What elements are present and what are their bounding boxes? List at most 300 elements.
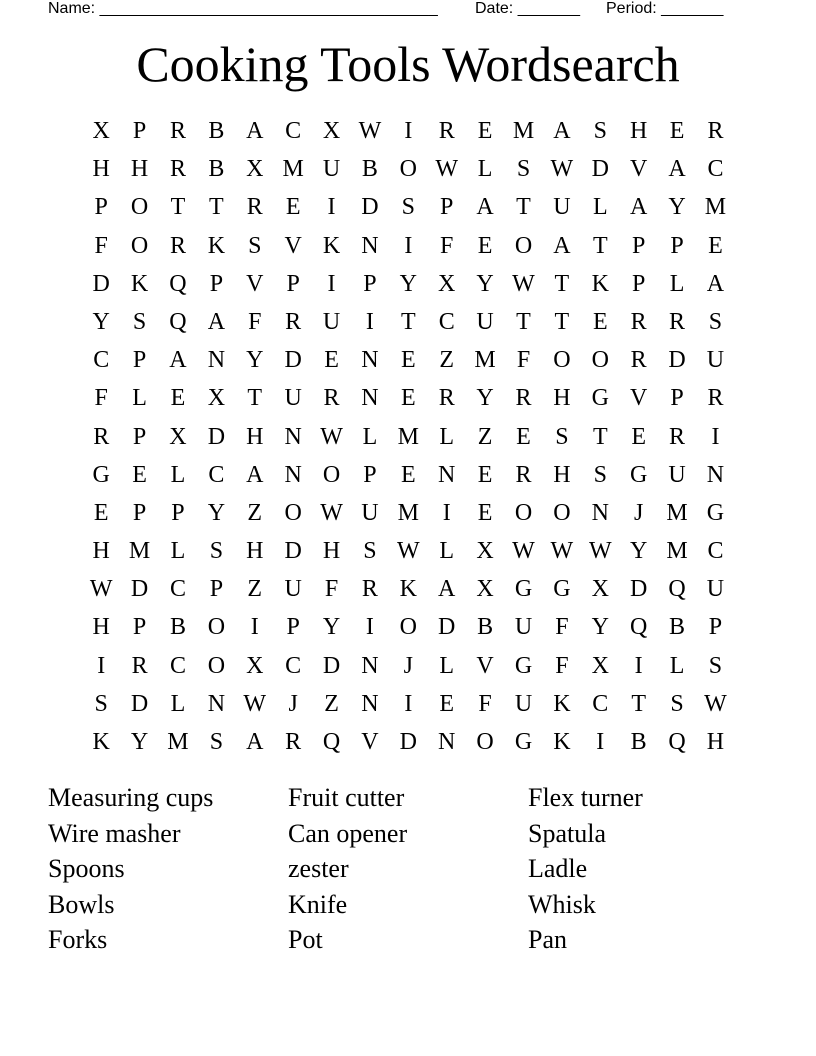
grid-letter: P xyxy=(363,270,377,297)
grid-letter: N xyxy=(591,499,609,526)
grid-letter: R xyxy=(707,385,724,412)
grid-letter: O xyxy=(130,232,149,259)
grid-letter: T xyxy=(516,308,531,335)
grid-letter: S xyxy=(401,194,415,221)
grid-letter: D xyxy=(284,347,302,374)
word-list-item: Forks xyxy=(48,925,108,955)
grid-letter: S xyxy=(670,690,684,717)
grid-letter: P xyxy=(286,614,300,641)
grid-letter: I xyxy=(365,614,374,641)
grid-letter: U xyxy=(322,308,341,335)
word-list xyxy=(48,780,768,958)
grid-letter: J xyxy=(403,652,413,679)
grid-letter: R xyxy=(669,308,686,335)
grid-letter: L xyxy=(170,690,186,717)
grid-letter: Y xyxy=(399,270,417,297)
grid-letter: W xyxy=(243,690,267,717)
grid-letter: Q xyxy=(668,729,686,755)
grid-letter: T xyxy=(554,270,570,297)
grid-letter: D xyxy=(130,576,149,603)
grid-letter: Q xyxy=(668,576,686,603)
grid-letter: F xyxy=(516,347,531,374)
grid-letter: K xyxy=(130,270,149,297)
word-list-item: zester xyxy=(288,854,349,884)
grid-letter: R xyxy=(438,385,455,412)
grid-letter: P xyxy=(363,461,377,488)
grid-letter: P xyxy=(209,576,224,603)
grid-letter: S xyxy=(248,232,262,259)
grid-letter: C xyxy=(438,308,455,335)
grid-letter: T xyxy=(516,194,531,221)
grid-letter: T xyxy=(631,690,646,717)
grid-letter: D xyxy=(322,652,341,679)
grid-letter: G xyxy=(514,652,533,679)
grid-letter: F xyxy=(478,690,492,717)
grid-letter: U xyxy=(706,576,725,603)
grid-letter: G xyxy=(629,461,648,488)
grid-letter: N xyxy=(706,461,725,488)
grid-letter: U xyxy=(284,385,302,412)
grid-letter: N xyxy=(207,690,226,717)
grid-letter: A xyxy=(246,461,264,488)
grid-letter: Y xyxy=(476,270,494,297)
grid-letter: M xyxy=(512,118,535,144)
grid-letter: M xyxy=(167,729,189,755)
grid-letter: D xyxy=(629,576,648,603)
grid-letter: X xyxy=(322,118,341,144)
grid-letter: E xyxy=(477,499,493,526)
grid-letter: E xyxy=(708,232,723,259)
grid-letter: V xyxy=(629,385,648,412)
period-field: Period: _______ xyxy=(606,0,724,17)
grid-letter: E xyxy=(516,423,531,450)
grid-letter: M xyxy=(704,194,727,221)
grid-letter: S xyxy=(555,423,569,450)
grid-letter: X xyxy=(476,576,494,603)
grid-letter: S xyxy=(209,729,224,755)
grid-letter: F xyxy=(94,232,108,259)
grid-letter: H xyxy=(629,118,648,144)
grid-letter: L xyxy=(477,156,493,183)
grid-letter: M xyxy=(397,423,419,450)
grid-letter: B xyxy=(669,614,686,641)
grid-letter: N xyxy=(207,347,226,374)
grid-letter: K xyxy=(322,232,341,259)
grid-letter: P xyxy=(708,614,723,641)
grid-letter: R xyxy=(169,156,186,183)
grid-letter: N xyxy=(361,232,379,259)
grid-letter: O xyxy=(591,347,609,374)
grid-letter: X xyxy=(246,156,264,183)
grid-letter: Q xyxy=(169,308,187,335)
grid-letter: U xyxy=(706,347,725,374)
grid-letter: E xyxy=(285,194,301,221)
grid-letter: Z xyxy=(247,576,263,603)
grid-letter: P xyxy=(286,270,300,297)
letter-grid xyxy=(82,112,735,761)
grid-letter: E xyxy=(324,347,339,374)
grid-letter: P xyxy=(670,385,684,412)
grid-letter: E xyxy=(669,118,685,144)
grid-letter: W xyxy=(550,538,574,565)
grid-letter: A xyxy=(706,270,725,297)
grid-letter: B xyxy=(208,118,225,144)
grid-letter: A xyxy=(553,118,571,144)
word-list-item: Flex turner xyxy=(528,783,643,812)
grid-letter: D xyxy=(399,729,417,755)
word-list-item: Spatula xyxy=(528,818,606,848)
grid-letter: H xyxy=(553,461,571,488)
grid-letter: U xyxy=(322,156,341,183)
grid-letter: N xyxy=(284,423,302,450)
grid-letter: P xyxy=(132,614,147,641)
grid-letter: P xyxy=(132,499,147,526)
grid-letter: E xyxy=(477,232,493,259)
grid-letter: K xyxy=(553,690,571,717)
word-list-item: Pot xyxy=(288,925,323,955)
grid-letter: R xyxy=(707,118,724,144)
grid-letter: R xyxy=(323,385,340,412)
grid-letter: S xyxy=(209,538,224,565)
grid-letter: Z xyxy=(324,690,339,717)
grid-letter: O xyxy=(514,232,533,259)
grid-letter: P xyxy=(132,423,147,450)
grid-letter: P xyxy=(631,270,646,297)
grid-letter: E xyxy=(132,461,147,488)
grid-letter: X xyxy=(207,385,226,412)
grid-letter: W xyxy=(435,156,459,183)
grid-letter: O xyxy=(322,461,341,488)
word-list-item: Wire masher xyxy=(48,818,181,848)
grid-letter: P xyxy=(171,499,185,526)
grid-letter: H xyxy=(92,156,110,183)
student-info-header xyxy=(48,0,748,20)
grid-letter: N xyxy=(361,690,379,717)
grid-letter: B xyxy=(208,156,225,183)
grid-letter: C xyxy=(592,690,609,717)
grid-letter: W xyxy=(512,270,535,297)
grid-letter: A xyxy=(438,576,456,603)
grid-letter: S xyxy=(516,156,531,183)
grid-letter: N xyxy=(361,652,379,679)
grid-letter: T xyxy=(554,308,570,335)
grid-letter: I xyxy=(442,499,451,526)
grid-letter: F xyxy=(555,652,569,679)
grid-letter: S xyxy=(593,118,607,144)
grid-letter: N xyxy=(438,461,456,488)
grid-letter: B xyxy=(477,614,494,641)
grid-letter: H xyxy=(92,538,110,565)
grid-letter: N xyxy=(361,385,379,412)
word-list-item: Bowls xyxy=(48,889,115,919)
grid-letter: W xyxy=(396,538,420,565)
grid-letter: U xyxy=(361,499,379,526)
grid-letter: L xyxy=(170,538,186,565)
word-list-item: Knife xyxy=(288,889,348,919)
grid-letter: I xyxy=(250,614,259,641)
grid-letter: P xyxy=(132,118,147,144)
grid-letter: J xyxy=(288,690,298,717)
grid-letter: X xyxy=(92,118,110,144)
grid-letter: G xyxy=(706,499,725,526)
grid-letter: C xyxy=(707,538,724,565)
grid-letter: I xyxy=(97,652,106,679)
grid-letter: D xyxy=(438,614,456,641)
grid-letter: I xyxy=(404,118,413,144)
grid-letter: C xyxy=(208,461,225,488)
grid-letter: E xyxy=(400,461,416,488)
grid-letter: L xyxy=(592,194,608,221)
grid-letter: L xyxy=(669,652,685,679)
grid-letter: Y xyxy=(629,538,648,565)
grid-letter: R xyxy=(630,308,647,335)
grid-letter: G xyxy=(514,576,533,603)
grid-letter: P xyxy=(670,232,684,259)
grid-letter: I xyxy=(327,194,336,221)
grid-letter: P xyxy=(631,232,646,259)
grid-letter: W xyxy=(89,576,113,603)
grid-letter: X xyxy=(591,576,609,603)
grid-letter: N xyxy=(361,347,379,374)
grid-letter: U xyxy=(668,461,686,488)
grid-letter: L xyxy=(439,538,455,565)
grid-letter: Y xyxy=(322,614,341,641)
grid-letter: C xyxy=(285,652,302,679)
grid-letter: S xyxy=(708,652,723,679)
grid-letter: Y xyxy=(130,729,149,755)
grid-letter: F xyxy=(555,614,569,641)
grid-letter: G xyxy=(514,729,533,755)
grid-letter: R xyxy=(515,385,532,412)
grid-letter: E xyxy=(400,347,416,374)
grid-letter: F xyxy=(94,385,108,412)
word-list-item: Ladle xyxy=(528,854,588,884)
grid-letter: F xyxy=(324,576,339,603)
grid-letter: T xyxy=(592,232,608,259)
grid-letter: O xyxy=(207,614,226,641)
grid-letter: E xyxy=(592,308,608,335)
page-title: Cooking Tools Wordsearch xyxy=(136,36,680,92)
grid-letter: O xyxy=(553,499,571,526)
grid-letter: Z xyxy=(477,423,493,450)
name-field: Name: ______________________________________ xyxy=(48,0,438,17)
grid-letter: Y xyxy=(92,308,110,335)
grid-letter: R xyxy=(169,232,186,259)
grid-letter: I xyxy=(711,423,720,450)
grid-letter: O xyxy=(553,347,571,374)
grid-letter: N xyxy=(438,729,456,755)
grid-letter: R xyxy=(285,308,302,335)
grid-letter: M xyxy=(282,156,304,183)
grid-letter: W xyxy=(588,538,612,565)
grid-letter: H xyxy=(706,729,725,755)
grid-letter: X xyxy=(169,423,187,450)
grid-letter: O xyxy=(207,652,226,679)
grid-letter: Y xyxy=(668,194,686,221)
grid-letter: O xyxy=(399,156,417,183)
word-list-item: Spoons xyxy=(48,854,125,884)
grid-letter: Z xyxy=(439,347,455,374)
grid-letter: D xyxy=(92,270,110,297)
grid-letter: V xyxy=(246,270,264,297)
grid-letter: Y xyxy=(246,347,264,374)
word-list-item: Can opener xyxy=(288,818,408,848)
grid-letter: U xyxy=(476,308,494,335)
grid-letter: Q xyxy=(322,729,341,755)
grid-letter: B xyxy=(169,614,186,641)
grid-letter: D xyxy=(130,690,149,717)
grid-letter: U xyxy=(514,614,533,641)
grid-letter: G xyxy=(553,576,571,603)
grid-letter: O xyxy=(284,499,302,526)
grid-letter: X xyxy=(246,652,264,679)
grid-letter: K xyxy=(92,729,110,755)
grid-letter: G xyxy=(591,385,609,412)
grid-letter: C xyxy=(285,118,302,144)
grid-letter: R xyxy=(630,347,647,374)
grid-letter: I xyxy=(327,270,336,297)
grid-letter: V xyxy=(629,156,648,183)
grid-letter: S xyxy=(593,461,607,488)
grid-letter: I xyxy=(634,652,643,679)
grid-letter: U xyxy=(514,690,533,717)
grid-letter: C xyxy=(93,347,110,374)
grid-letter: U xyxy=(553,194,571,221)
grid-letter: K xyxy=(591,270,609,297)
grid-letter: W xyxy=(320,499,343,526)
grid-letter: H xyxy=(246,538,264,565)
grid-letter: H xyxy=(92,614,110,641)
grid-letter: Q xyxy=(629,614,648,641)
grid-letter: W xyxy=(358,118,382,144)
grid-letter: V xyxy=(476,652,494,679)
grid-letter: D xyxy=(361,194,379,221)
grid-letter: Y xyxy=(207,499,226,526)
grid-letter: P xyxy=(132,347,147,374)
grid-letter: M xyxy=(474,347,496,374)
grid-letter: T xyxy=(247,385,263,412)
grid-letter: R xyxy=(131,652,148,679)
grid-letter: M xyxy=(128,538,151,565)
grid-letter: S xyxy=(363,538,377,565)
grid-letter: K xyxy=(399,576,417,603)
grid-letter: L xyxy=(170,461,186,488)
grid-letter: O xyxy=(399,614,417,641)
grid-letter: R xyxy=(669,423,686,450)
grid-letter: W xyxy=(704,690,727,717)
grid-letter: W xyxy=(550,156,574,183)
grid-letter: L xyxy=(362,423,378,450)
grid-letter: H xyxy=(130,156,149,183)
grid-letter: R xyxy=(285,729,302,755)
grid-letter: A xyxy=(207,308,226,335)
grid-letter: T xyxy=(209,194,224,221)
grid-letter: E xyxy=(93,499,109,526)
grid-letter: P xyxy=(440,194,454,221)
grid-letter: D xyxy=(207,423,226,450)
grid-letter: T xyxy=(400,308,416,335)
grid-letter: C xyxy=(169,652,186,679)
grid-letter: Z xyxy=(247,499,263,526)
grid-letter: Y xyxy=(591,614,609,641)
grid-letter: V xyxy=(284,232,302,259)
grid-letter: E xyxy=(439,690,455,717)
grid-letter: E xyxy=(631,423,646,450)
grid-letter: V xyxy=(361,729,379,755)
grid-letter: S xyxy=(132,308,147,335)
grid-letter: L xyxy=(132,385,147,412)
grid-letter: K xyxy=(553,729,571,755)
grid-letter: F xyxy=(440,232,454,259)
grid-letter: S xyxy=(708,308,723,335)
grid-letter: A xyxy=(246,729,264,755)
word-list-item: Pan xyxy=(528,925,567,955)
grid-letter: P xyxy=(209,270,224,297)
date-field: Date: _______ xyxy=(475,0,580,17)
grid-letter: H xyxy=(322,538,341,565)
grid-letter: A xyxy=(169,347,187,374)
grid-letter: O xyxy=(130,194,149,221)
grid-letter: H xyxy=(553,385,571,412)
grid-letter: B xyxy=(361,156,378,183)
grid-letter: C xyxy=(169,576,186,603)
grid-letter: P xyxy=(94,194,108,221)
grid-letter: X xyxy=(438,270,456,297)
grid-letter: W xyxy=(512,538,535,565)
grid-letter: X xyxy=(476,538,494,565)
grid-letter: I xyxy=(596,729,605,755)
grid-letter: C xyxy=(707,156,724,183)
grid-letter: T xyxy=(592,423,608,450)
grid-letter: R xyxy=(361,576,378,603)
grid-letter: H xyxy=(246,423,264,450)
word-list-item: Measuring cups xyxy=(48,783,214,812)
grid-letter: D xyxy=(668,347,686,374)
grid-letter: A xyxy=(629,194,648,221)
grid-letter: Q xyxy=(169,270,187,297)
grid-letter: S xyxy=(94,690,108,717)
grid-letter: O xyxy=(476,729,494,755)
grid-letter: D xyxy=(284,538,302,565)
grid-letter: I xyxy=(404,690,413,717)
grid-letter: M xyxy=(666,499,688,526)
grid-letter: E xyxy=(477,118,493,144)
grid-letter: X xyxy=(591,652,609,679)
grid-letter: G xyxy=(92,461,110,488)
grid-letter: J xyxy=(633,499,644,526)
grid-letter: M xyxy=(666,538,688,565)
grid-letter: N xyxy=(284,461,302,488)
grid-letter: U xyxy=(284,576,302,603)
grid-letter: R xyxy=(169,118,186,144)
grid-letter: W xyxy=(320,423,343,450)
grid-letter: A xyxy=(476,194,494,221)
grid-letter: K xyxy=(207,232,226,259)
grid-letter: A xyxy=(668,156,686,183)
grid-letter: M xyxy=(397,499,419,526)
grid-letter: T xyxy=(170,194,186,221)
grid-letter: L xyxy=(439,423,455,450)
grid-letter: D xyxy=(591,156,609,183)
grid-letter: R xyxy=(246,194,263,221)
grid-letter: A xyxy=(553,232,571,259)
grid-letter: F xyxy=(248,308,262,335)
word-list-item: Whisk xyxy=(528,889,596,919)
grid-letter: E xyxy=(170,385,186,412)
grid-letter: R xyxy=(438,118,455,144)
grid-letter: O xyxy=(514,499,533,526)
grid-letter: A xyxy=(246,118,264,144)
